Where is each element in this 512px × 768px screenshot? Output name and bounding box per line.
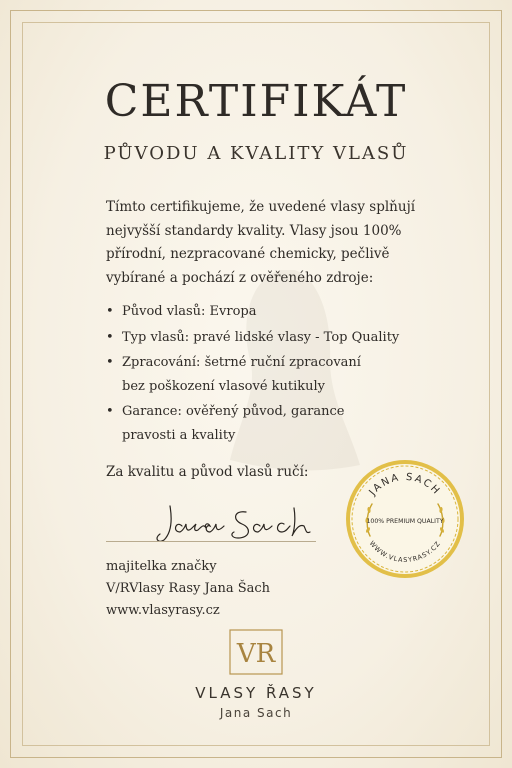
certificate-title: CERTIFIKÁT: [104, 76, 408, 127]
intro-line: nejvyšší standardy kvality. Vlasy jsou 100%: [106, 222, 402, 239]
guarantee-statement: Za kvalitu a původ vlasů ručí:: [106, 464, 309, 480]
bullet-dot: •: [106, 404, 114, 419]
brand-name: VLASY ŘASY: [195, 684, 317, 702]
bullet-line: Typ vlasů: pravé lidské vlasy - Top Quality: [122, 329, 400, 345]
bullet-line: bez poškození vlasové kutikuly: [122, 378, 326, 394]
seal-top-text: JANA SACH: [367, 471, 443, 498]
owner-info: [106, 556, 270, 622]
intro-line: Tímto certifikujeme, že uvedené vlasy splňují: [106, 199, 416, 215]
bullet-line: Původ vlasů: Evropa: [122, 304, 257, 319]
intro-line: vybírané a pochází z ověřeného zdroje:: [106, 269, 374, 286]
bullet-line: pravosti a kvality: [122, 427, 236, 443]
vr-monogram-logo: [224, 628, 288, 676]
owner-role: majitelka značky: [106, 559, 217, 574]
seal-bottom-text: WWW.VLASYRASY.CZ: [367, 539, 443, 565]
owner-website: www.vlasyrasy.cz: [106, 603, 220, 618]
bullet-line: Zpracování: šetrné ruční zpracovaní: [122, 355, 361, 370]
intro-line: přírodní, nezpracované chemicky, pečlivě: [106, 246, 390, 262]
owner-brand: V/RVlasy Rasy Jana Šach: [106, 581, 271, 596]
bullet-processing: [106, 351, 426, 398]
premium-quality-seal: [344, 458, 466, 580]
quality-bullet-list: [106, 300, 426, 449]
bullet-guarantee: [106, 400, 426, 447]
certificate-subtitle: PŮVODU A KVALITY VLASŮ: [103, 143, 409, 164]
bullet-type: [106, 326, 426, 350]
brand-owner: Jana Sach: [219, 706, 293, 720]
bullet-dot: •: [106, 304, 114, 319]
bullet-dot: •: [106, 355, 114, 370]
seal-center-text: 100% PREMIUM QUALITY: [366, 518, 444, 525]
bullet-dot: •: [106, 329, 114, 345]
logo-letters: VR: [236, 639, 276, 669]
signature-line: [106, 541, 316, 542]
bullet-line: Garance: ověřený původ, garance: [122, 404, 345, 419]
bullet-origin: [106, 300, 426, 324]
intro-paragraph: [106, 196, 426, 290]
